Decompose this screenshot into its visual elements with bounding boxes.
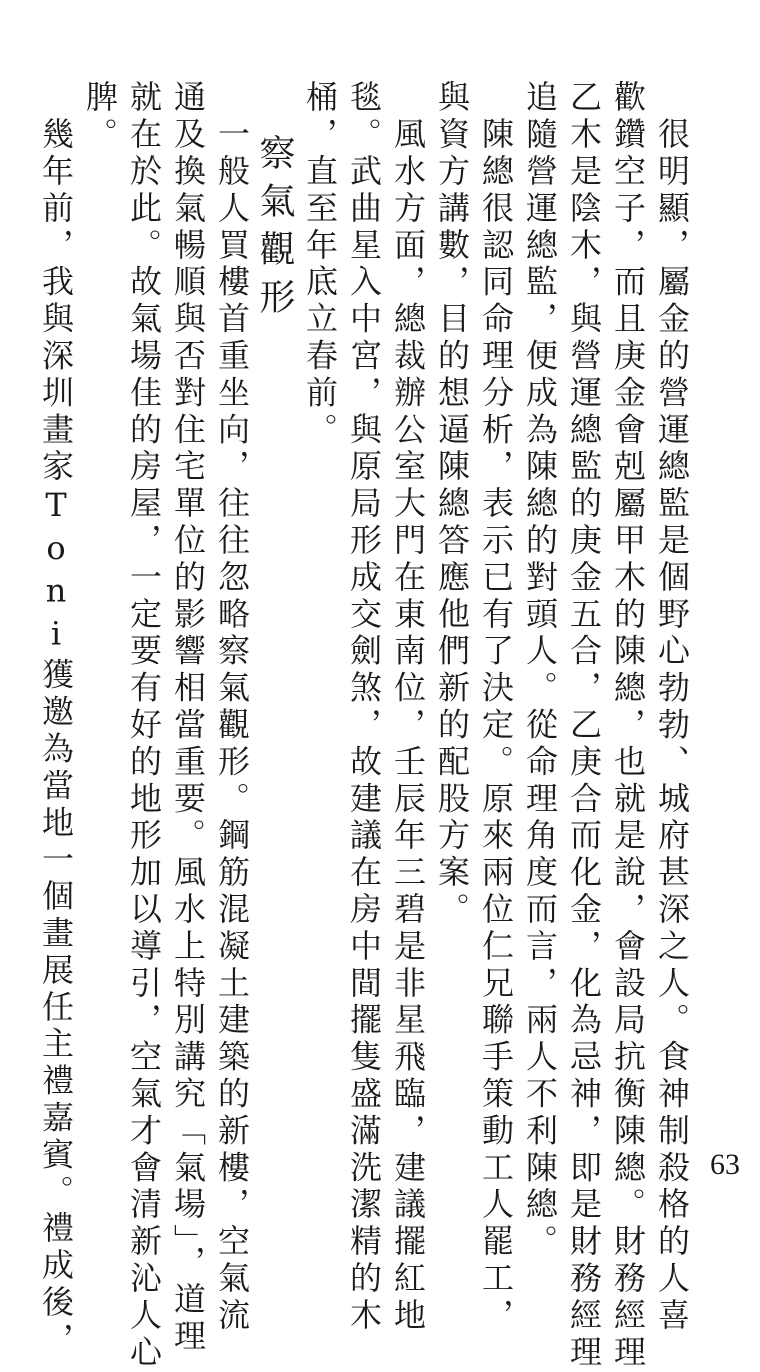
text-column: 很明顯，屬金的營運總監是個野心勃勃、城府甚深之人。食神制殺格的人喜 bbox=[653, 80, 691, 1335]
text-column: 就在於此。故氣場佳的房屋，一定要有好的地形加以導引，空氣才會清新沁人心 bbox=[125, 80, 163, 1372]
text-column: 毯。武曲星入中宮，與原局形成交劍煞，故建議在房中間擺隻盛滿洗潔精的木 bbox=[345, 80, 383, 1335]
section-heading: 察氣觀形 bbox=[254, 134, 295, 326]
page-number: 63 bbox=[710, 1148, 740, 1181]
text-column: 桶，直至年底立春前。 bbox=[301, 80, 339, 449]
text-column: 乙木是陰木，與營運總監的庚金五合，乙庚合而化金，化為忌神，即是財務經理 bbox=[565, 80, 603, 1372]
text-column: 陳總很認同命理分析，表示已有了決定。原來兩位仁兄聯手策動工人罷工， bbox=[477, 80, 515, 1335]
text-column: 歡鑽空子，而且庚金會剋屬甲木的陳總，也就是說，會設局抗衡陳總。財務經理 bbox=[609, 80, 647, 1372]
text-column: 脾。 bbox=[81, 80, 119, 154]
text-column: 追隨營運總監，便成為陳總的對頭人。從命理角度而言，兩人不利陳總。 bbox=[521, 80, 559, 1261]
text-column: 與資方講數，目的想逼陳總答應他們新的配股方案。 bbox=[433, 80, 471, 929]
text-column: 風水方面，總裁辦公室大門在東南位，壬辰年三碧是非星飛臨，建議擺紅地 bbox=[389, 80, 427, 1335]
text-column: 幾年前，我與深圳畫家Toni獲邀為當地一個畫展任主禮嘉賓。禮成後， bbox=[37, 80, 75, 1359]
text-column: 通及換氣暢順與否對住宅單位的影響相當重要。風水上特別講究「氣場」，道理 bbox=[169, 80, 207, 1356]
text-column: 一般人買樓首重坐向，往往忽略察氣觀形。鋼筋混凝土建築的新樓，空氣流 bbox=[213, 80, 251, 1335]
